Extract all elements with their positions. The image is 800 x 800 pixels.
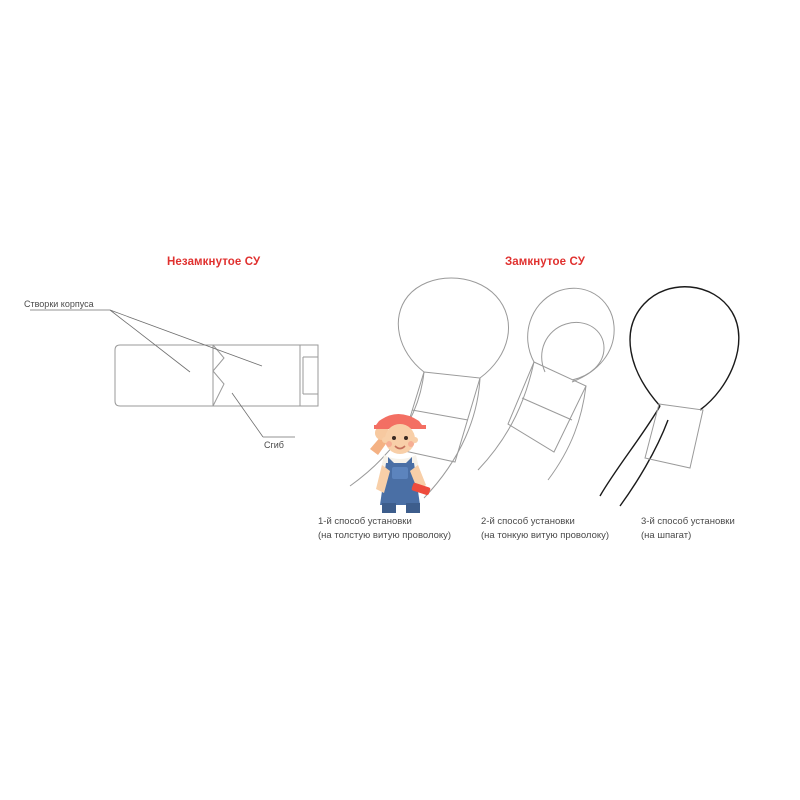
method-2-drawing [478, 288, 614, 480]
callout-case-flaps: Створки корпуса [24, 299, 94, 309]
caption-method-3-line2: (на шпагат) [641, 530, 692, 541]
method-3-drawing [600, 287, 739, 506]
caption-method-2-line2: (на тонкую витую проволоку) [481, 530, 610, 541]
caption-method-2-line1: 2-й способ установки [481, 516, 575, 527]
callout-fold: Сгиб [264, 440, 284, 450]
heading-open-tag: Незамкнутое СУ [167, 256, 261, 268]
caption-method-3-line1: 3-й способ установки [641, 516, 735, 527]
mascot-illustration [352, 405, 448, 515]
caption-method-1-line1: 1-й способ установки [318, 516, 412, 527]
open-tag-callout-lines [30, 310, 295, 437]
heading-closed-tag: Замкнутое СУ [505, 256, 585, 268]
open-tag-drawing [115, 345, 318, 406]
method-3-tag-body [645, 404, 703, 468]
caption-method-1-line2: (на толстую витую проволоку) [318, 530, 452, 541]
